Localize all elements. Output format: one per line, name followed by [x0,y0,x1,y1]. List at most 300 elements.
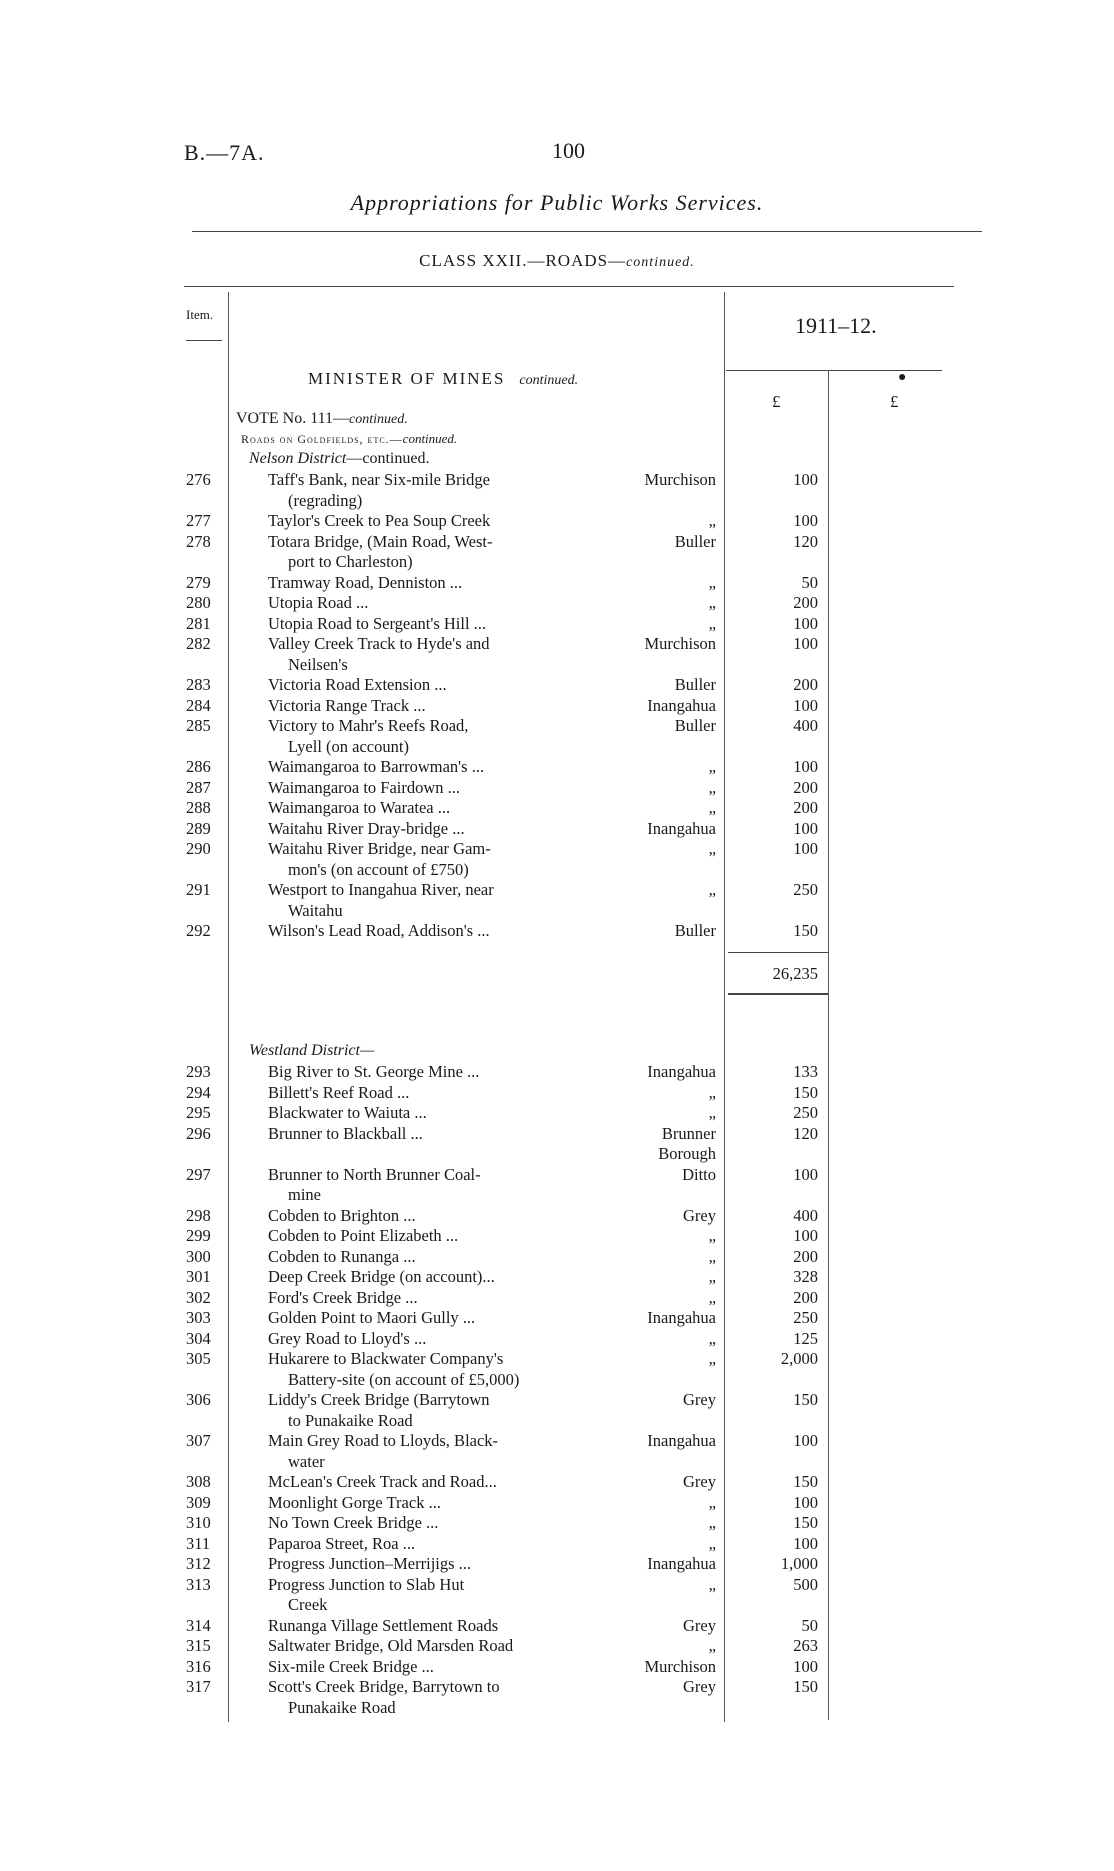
item-amount: 400 [793,716,818,735]
item-description [268,532,588,573]
description-line-1: Utopia Road to Sergeant's Hill ... [268,613,487,633]
item-amount: 200 [793,1246,818,1266]
item-amount: 100 [793,839,818,858]
item-number: 299 [186,1226,211,1245]
vote-text: VOTE No. 111— [236,410,350,427]
item-description [268,1431,588,1472]
location-line-1: Grey [683,1205,716,1225]
description-line-1: McLean's Creek Track and Road... [268,1472,497,1491]
description-line-1: Runanga Village Settlement Roads [268,1615,499,1635]
document-code: B.—7A. [184,140,265,165]
item-location [604,1575,716,1596]
item-number: 277 [186,511,211,530]
description-line-1: Moonlight Gorge Track ... [268,1492,441,1512]
item-amount: 100 [793,613,818,633]
item-description [268,1657,588,1678]
vote-heading [236,410,408,428]
item-amount: 100 [793,695,818,715]
description-line-1: Grey Road to Lloyd's ... [268,1328,427,1348]
location-line-1: Murchison [644,1656,716,1676]
location-line-1: „ [708,1636,716,1655]
item-description [268,716,588,757]
item-amount: 100 [793,470,818,489]
description-line-1: Saltwater Bridge, Old Marsden Road [268,1636,514,1655]
item-number: 303 [186,1308,211,1327]
roads-heading [241,431,457,447]
description-line-1: Paparoa Street, Roa ... [268,1533,416,1553]
class-title-suffix: continued. [626,255,695,270]
item-number: 296 [186,1123,211,1143]
item-description [268,1124,588,1145]
description-line-1: Ford's Creek Bridge ... [268,1287,418,1307]
item-amount: 200 [793,593,818,612]
item-description [268,798,588,819]
description-line-2: mon's (on account of £750) [288,859,469,879]
location-line-1: Inangahua [647,1308,716,1327]
item-description [268,593,588,614]
currency-symbol-1: £ [772,392,781,411]
item-number: 316 [186,1656,211,1676]
location-line-1: „ [708,1492,716,1512]
item-description [268,1636,588,1657]
description-line-1: Waimangaroa to Fairdown ... [268,777,461,797]
item-number: 297 [186,1164,211,1184]
item-number: 298 [186,1205,211,1225]
item-description [268,778,588,799]
item-description [268,1062,588,1083]
item-number: 288 [186,798,211,817]
location-line-1: „ [708,1082,716,1102]
item-amount: 100 [793,1656,818,1676]
item-description [268,1349,588,1390]
location-line-1: „ [708,511,716,530]
item-description [268,1493,588,1514]
item-number: 302 [186,1287,211,1307]
westland-heading [249,1042,374,1060]
description-line-1: Waimangaroa to Barrowman's ... [268,757,485,776]
item-amount: 120 [793,1123,818,1143]
item-location [604,778,716,799]
item-location [604,1329,716,1350]
item-description [268,1083,588,1104]
item-amount: 120 [793,531,818,551]
item-amount: 250 [793,1103,818,1122]
item-description [268,1616,588,1637]
item-location [604,757,716,778]
location-line-1: „ [708,1533,716,1553]
description-line-1: Six-mile Creek Bridge ... [268,1656,434,1676]
item-number: 309 [186,1492,211,1512]
item-amount: 100 [793,511,818,530]
item-description [268,921,588,942]
item-location [604,470,716,491]
currency-symbol-2: £ [890,392,899,411]
description-line-2: Punakaike Road [288,1697,396,1717]
item-amount: 200 [793,777,818,797]
item-amount: 150 [793,1472,818,1491]
item-location [604,798,716,819]
item-location [604,1267,716,1288]
item-location [604,1513,716,1534]
item-number: 315 [186,1636,211,1655]
location-line-1: Buller [674,675,716,694]
item-description [268,675,588,696]
item-number: 293 [186,1062,211,1081]
description-line-1: Golden Point to Maori Gully ... [268,1308,476,1327]
item-location [604,1390,716,1411]
item-location [604,1062,716,1083]
description-line-1: Blackwater to Waiuta ... [268,1103,427,1122]
item-amount: 100 [793,634,818,653]
item-number: 301 [186,1267,211,1286]
description-line-1: Brunner to Blackball ... [268,1123,423,1143]
item-amount: 150 [793,1082,818,1102]
item-location [604,819,716,840]
class-title [0,251,1114,271]
item-description [268,880,588,921]
item-location [604,573,716,594]
item-description [268,1390,588,1431]
item-description [268,470,588,511]
description-line-1: Cobden to Brighton ... [268,1205,416,1225]
item-amount: 150 [793,1390,818,1409]
location-line-1: Ditto [682,1164,716,1184]
item-location [604,1124,716,1165]
location-line-1: „ [708,777,716,797]
item-location [604,634,716,655]
location-line-1: „ [708,839,716,858]
bullet-mark: ● [898,370,907,385]
location-line-1: „ [708,1513,716,1532]
location-line-1: „ [708,1103,716,1122]
location-line-1: „ [708,613,716,633]
item-number: 279 [186,572,211,592]
description-line-1: Cobden to Runanga ... [268,1246,416,1266]
item-description [268,1206,588,1227]
item-number: 306 [186,1390,211,1409]
location-line-1: „ [708,1349,716,1368]
district-heading [249,450,429,468]
item-amount: 133 [793,1062,818,1081]
item-number: 311 [186,1533,211,1553]
description-line-2: water [288,1451,325,1471]
location-line-1: Buller [674,921,716,940]
location-column-rule [724,292,725,1722]
district-suffix: —continued. [346,450,430,467]
item-description [268,1575,588,1616]
class-title-text: CLASS XXII.—ROADS— [419,251,627,270]
item-amount: 100 [793,1164,818,1184]
item-location [604,1226,716,1247]
amount-column-rule [828,370,829,1720]
item-location [604,716,716,737]
item-amount: 400 [793,1205,818,1225]
item-number: 305 [186,1349,211,1368]
item-amount: 100 [793,818,818,838]
item-description [268,1165,588,1206]
item-description [268,511,588,532]
description-line-2: Creek [288,1595,328,1614]
location-line-1: „ [708,1246,716,1266]
item-column-rule [228,292,229,1722]
description-line-2: Waitahu [288,900,343,920]
item-column-header: Item. [186,307,214,322]
item-amount: 200 [793,1287,818,1307]
item-location [604,1534,716,1555]
item-location [604,839,716,860]
item-location [604,1493,716,1514]
item-location [604,1288,716,1309]
minister-suffix: continued. [519,373,579,388]
item-location [604,614,716,635]
location-line-1: Murchison [644,634,716,653]
location-line-1: Grey [683,1677,716,1696]
location-line-2: Borough [658,1144,716,1163]
description-line-1: Tramway Road, Denniston ... [268,572,463,592]
item-number: 308 [186,1472,211,1491]
description-line-1: Victory to Mahr's Reefs Road, [268,716,469,735]
description-line-1: Main Grey Road to Lloyds, Black- [268,1431,499,1450]
location-line-1: „ [708,1226,716,1245]
item-description [268,819,588,840]
item-number: 281 [186,613,211,633]
item-amount: 100 [793,1492,818,1512]
description-line-2: port to Charleston) [288,552,413,571]
item-location [604,1165,716,1186]
description-line-1: Scott's Creek Bridge, Barrytown to [268,1677,500,1696]
item-number: 290 [186,839,211,858]
item-location [604,1206,716,1227]
location-line-1: „ [708,1574,716,1594]
item-amount: 200 [793,798,818,817]
item-amount: 250 [793,1308,818,1327]
title-rule [192,231,982,232]
item-number: 285 [186,716,211,735]
description-line-1: Waitahu River Bridge, near Gam- [268,839,491,858]
item-amount: 150 [793,921,818,940]
item-location [604,1616,716,1637]
total-rule-top [728,952,828,953]
district-text: Nelson District [249,450,347,467]
location-line-1: Inangahua [647,1554,716,1573]
item-number: 294 [186,1082,211,1102]
location-line-1: „ [708,798,716,817]
description-line-1: Deep Creek Bridge (on account)... [268,1267,495,1286]
item-location [604,921,716,942]
item-amount: 100 [793,757,818,776]
description-line-1: Westport to Inangahua River, near [268,880,494,899]
item-description [268,1513,588,1534]
year-header-rule [726,370,942,371]
description-line-1: Liddy's Creek Bridge (Barrytown [268,1390,490,1409]
item-location [604,1677,716,1698]
item-number: 286 [186,757,211,776]
year-header: 1911–12. [795,313,877,338]
item-amount: 50 [801,572,818,592]
description-line-2: Battery-site (on account of £5,000) [288,1369,520,1389]
item-amount: 100 [793,1533,818,1553]
description-line-1: Big River to St. George Mine ... [268,1062,480,1081]
description-line-1: Hukarere to Blackwater Company's [268,1349,504,1368]
item-description [268,1329,588,1350]
item-amount: 2,000 [780,1349,818,1368]
description-line-2: Lyell (on account) [288,736,409,756]
minister-text: MINISTER OF MINES [308,369,506,388]
item-location [604,1308,716,1329]
item-number: 291 [186,880,211,899]
description-line-2: to Punakaike Road [288,1410,413,1430]
location-line-1: „ [708,757,716,776]
item-number: 313 [186,1574,211,1594]
page-number: 100 [552,138,585,163]
description-line-1: Totara Bridge, (Main Road, West- [268,531,493,551]
item-description [268,1247,588,1268]
item-number: 292 [186,921,211,940]
item-amount: 500 [793,1574,818,1594]
item-description [268,839,588,880]
westland-heading-text: Westland District— [249,1042,375,1059]
location-line-1: „ [708,880,716,899]
item-amount: 328 [793,1267,818,1286]
item-location [604,1431,716,1452]
item-location [604,1103,716,1124]
location-line-1: Buller [674,531,716,551]
item-number: 276 [186,470,211,489]
location-line-1: „ [708,593,716,612]
roads-suffix: continued. [402,431,458,446]
item-number: 314 [186,1615,211,1635]
description-line-1: Waitahu River Dray-bridge ... [268,818,465,838]
description-line-1: Valley Creek Track to Hyde's and [268,634,490,653]
item-number: 287 [186,777,211,797]
location-line-1: Murchison [644,470,716,489]
minister-heading [308,369,578,389]
item-description [268,1267,588,1288]
item-amount: 263 [793,1636,818,1655]
description-line-1: Waimangaroa to Waratea ... [268,798,451,817]
location-line-1: Grey [683,1615,716,1635]
location-line-1: Inangahua [647,1062,716,1081]
item-description [268,1288,588,1309]
item-amount: 100 [793,1431,818,1450]
item-number: 312 [186,1554,211,1573]
item-number: 284 [186,695,211,715]
item-location [604,1657,716,1678]
item-amount: 50 [801,1615,818,1635]
description-line-2: mine [288,1185,321,1204]
item-description [268,696,588,717]
item-number: 282 [186,634,211,653]
location-line-1: Grey [683,1472,716,1491]
total-rule-bottom [728,993,828,995]
item-number: 307 [186,1431,211,1450]
item-amount: 150 [793,1677,818,1696]
location-line-1: Inangahua [647,1431,716,1450]
item-location [604,696,716,717]
item-number: 289 [186,818,211,838]
location-line-1: „ [708,1287,716,1307]
item-amount: 200 [793,675,818,694]
item-location [604,880,716,901]
description-line-1: Cobden to Point Elizabeth ... [268,1226,459,1245]
description-line-2: (regrading) [288,490,363,510]
item-description [268,1472,588,1493]
vote-suffix: continued. [349,412,408,427]
description-line-2: Neilsen's [288,654,348,674]
item-location [604,675,716,696]
description-line-1: Billett's Reef Road ... [268,1082,410,1102]
item-header-rule [186,340,222,341]
location-line-1: Inangahua [647,695,716,715]
location-line-1: Inangahua [647,818,716,838]
item-location [604,1636,716,1657]
item-location [604,1083,716,1104]
item-amount: 125 [793,1328,818,1348]
description-line-1: No Town Creek Bridge ... [268,1513,439,1532]
item-location [604,1472,716,1493]
item-description [268,1677,588,1718]
description-line-1: Victoria Road Extension ... [268,675,447,694]
location-line-1: Brunner [661,1123,716,1143]
item-location [604,511,716,532]
nelson-total: 26,235 [772,964,818,983]
item-amount: 1,000 [780,1554,818,1573]
item-number: 310 [186,1513,211,1532]
page-title: Appropriations for Public Works Services. [350,190,764,215]
item-location [604,532,716,553]
item-amount: 100 [793,1226,818,1245]
item-location [604,593,716,614]
description-line-1: Wilson's Lead Road, Addison's ... [268,921,490,940]
item-description [268,573,588,594]
item-number: 295 [186,1103,211,1122]
location-line-1: „ [708,1328,716,1348]
item-description [268,1226,588,1247]
item-location [604,1349,716,1370]
item-description [268,757,588,778]
item-location [604,1554,716,1575]
description-line-1: Taylor's Creek to Pea Soup Creek [268,511,491,530]
location-line-1: Grey [683,1390,716,1409]
description-line-1: Victoria Range Track ... [268,695,426,715]
item-number: 278 [186,531,211,551]
description-line-1: Progress Junction to Slab Hut [268,1574,465,1594]
item-description [268,1103,588,1124]
description-line-1: Progress Junction–Merrijigs ... [268,1554,472,1573]
roads-text: Roads on Goldfields, etc.— [241,432,403,446]
location-line-1: „ [708,1267,716,1286]
description-line-1: Taff's Bank, near Six-mile Bridge [268,470,490,489]
description-line-1: Utopia Road ... [268,593,369,612]
item-number: 283 [186,675,211,694]
item-amount: 150 [793,1513,818,1532]
item-number: 304 [186,1328,211,1348]
item-description [268,1534,588,1555]
item-amount: 250 [793,880,818,899]
class-rule [184,286,954,287]
item-description [268,614,588,635]
item-location [604,1247,716,1268]
location-line-1: Buller [674,716,716,735]
item-number: 300 [186,1246,211,1266]
item-description [268,1554,588,1575]
item-number: 317 [186,1677,211,1696]
item-description [268,1308,588,1329]
item-description [268,634,588,675]
item-number: 280 [186,593,211,612]
location-line-1: „ [708,572,716,592]
description-line-1: Brunner to North Brunner Coal- [268,1164,481,1184]
